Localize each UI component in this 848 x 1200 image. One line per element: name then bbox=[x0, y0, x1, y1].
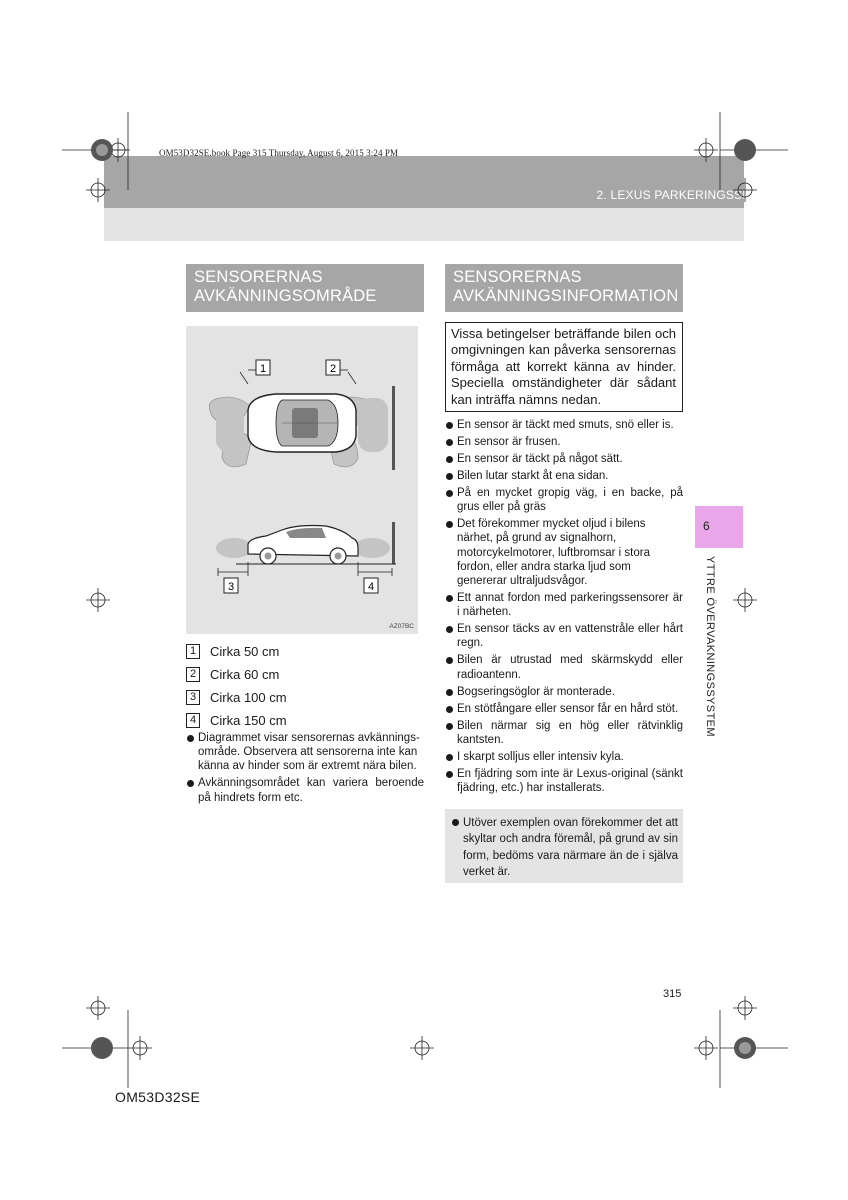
legend-num: 2 bbox=[186, 667, 200, 682]
list-item: Bilen är utrustad med skärmskydd eller radioantenn. bbox=[445, 653, 683, 681]
callout-2-label: 2 bbox=[329, 363, 337, 375]
left-heading-line1: SENSORERNAS bbox=[194, 268, 323, 286]
list-item: I skarpt solljus eller intensiv kyla. bbox=[445, 750, 683, 764]
doc-code: OM53D32SE bbox=[115, 1089, 201, 1105]
color-target-icon bbox=[91, 139, 756, 1059]
left-heading-line2: AVKÄNNINGSOMRÅDE bbox=[194, 287, 377, 305]
legend-text: Cirka 100 cm bbox=[210, 690, 287, 705]
legend-text: Cirka 60 cm bbox=[210, 667, 280, 682]
list-item: Det förekommer mycket oljud i bilens närhet, på grund av signalhorn, motorcykelmotorer, luftbromsar i stora fordon, eller andra starka ljud som genererar ultraljudsvågor. bbox=[445, 517, 683, 588]
notice-box: Vissa betingelser beträffande bilen och omgivningen kan påverka sensorernas förmåga att korrekt känna av hinder. Speciella omständigheter där sådant kan inträffa nämns nedan. bbox=[445, 322, 683, 412]
legend-text: Cirka 150 cm bbox=[210, 713, 287, 728]
list-item: En stötfångare eller sensor får en hård stöt. bbox=[445, 702, 683, 716]
right-heading-line1: SENSORERNAS bbox=[453, 268, 582, 286]
list-item: En sensor är täckt på något sätt. bbox=[445, 452, 683, 466]
list-item: Diagrammet visar sensorernas avkännings-område. Observera att sensorerna inte kan känna av hinder som är extremt nära bilen. bbox=[186, 731, 424, 774]
legend-text: Cirka 50 cm bbox=[210, 644, 280, 659]
print-header: OM53D32SE.book Page 315 Thursday, August 6, 2015 3:24 PM bbox=[159, 148, 399, 158]
list-item: Bogseringsöglor är monterade. bbox=[445, 685, 683, 699]
list-item: På en mycket gropig väg, i en backe, på grus eller på gräs bbox=[445, 486, 683, 514]
list-item: Avkänningsområdet kan variera beroende på hindrets form etc. bbox=[186, 776, 424, 804]
right-heading-line2: AVKÄNNINGSINFORMATION bbox=[453, 287, 679, 305]
callout-4-label: 4 bbox=[367, 581, 375, 593]
list-item: Bilen närmar sig en hög eller rätvinklig kantsten. bbox=[445, 719, 683, 747]
callout-3-label: 3 bbox=[227, 581, 235, 593]
diagram-code: AZ07BC bbox=[389, 623, 414, 630]
note-text: Utöver exemplen ovan förekommer det att skyltar och andra föremål, på grund av sin form, bedöms vara närmare än de i själva verket är. bbox=[451, 815, 678, 881]
section-label: 2. LEXUS PARKERINGSSENSOR bbox=[596, 188, 786, 202]
list-item: Bilen lutar starkt åt ena sidan. bbox=[445, 469, 683, 483]
legend-num: 1 bbox=[186, 644, 200, 659]
list-item: En sensor är täckt med smuts, snö eller is. bbox=[445, 418, 683, 432]
callout-1-label: 1 bbox=[259, 363, 267, 375]
page-number: 315 bbox=[663, 988, 682, 1000]
legend-num: 4 bbox=[186, 713, 200, 728]
chapter-number: 6 bbox=[703, 519, 710, 533]
list-item: En sensor täcks av en vattenstråle eller hårt regn. bbox=[445, 622, 683, 650]
list-item: En fjädring som inte är Lexus-original (sänkt fjädring, etc.) har installerats. bbox=[445, 767, 683, 795]
crosshair-icon bbox=[86, 138, 757, 1060]
list-item: En sensor är frusen. bbox=[445, 435, 683, 449]
list-item: Ett annat fordon med parkeringssensorer är i närheten. bbox=[445, 591, 683, 619]
legend-num: 3 bbox=[186, 690, 200, 705]
chapter-title: YTTRE ÖVERVAKNINGSSYSTEM bbox=[704, 556, 716, 737]
